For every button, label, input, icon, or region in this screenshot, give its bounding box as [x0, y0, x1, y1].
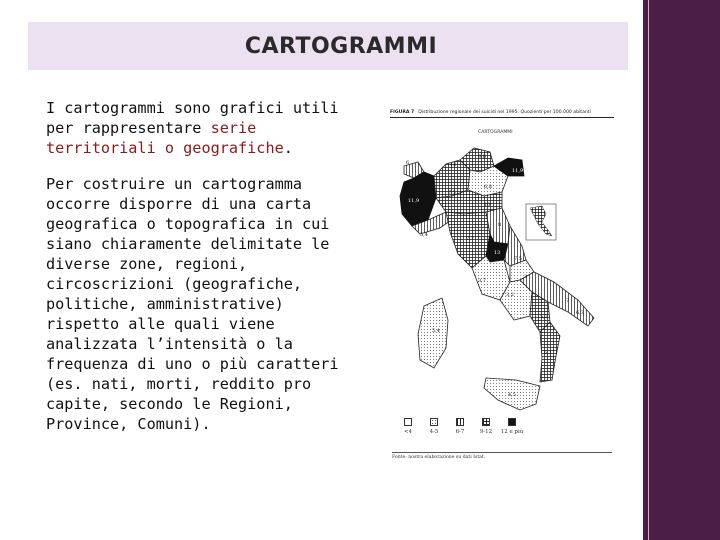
paragraph-construction: Per costruire un cartogramma occorre disporre di una carta geografica o topografica in cui siano chiaramente delimitate le diverse zone, regioni, circoscrizioni (geografiche, politiche, amministrative) rispetto alle quali viene analizzata l’intensità o la frequenza di uno o più caratteri (es. nati, morti, reddito pro capite, secondo le Regioni, Province, Comuni).: [46, 175, 339, 433]
svg-text:11,9: 11,9: [408, 198, 420, 204]
italy-map: [390, 142, 614, 414]
svg-text:3: 3: [524, 274, 528, 280]
svg-text:7: 7: [566, 298, 570, 304]
decorative-side-bar: [643, 0, 720, 540]
legend-item: [474, 418, 498, 435]
svg-text:11,9: 11,9: [512, 168, 524, 174]
svg-text:5,4: 5,4: [420, 232, 428, 238]
legend-label: 6-7: [455, 429, 465, 435]
decorative-side-line: [648, 0, 649, 540]
svg-text:7,5: 7,5: [514, 256, 522, 262]
inset-map: [526, 204, 556, 240]
paragraph-1-start: I cartogrammi sono grafici utili per rappresentare: [46, 99, 339, 137]
legend-swatch: [508, 418, 516, 426]
figure-label: CARTOGRAMMI: [478, 130, 513, 135]
svg-text:3,2: 3,2: [506, 292, 514, 298]
map-legend: [396, 418, 616, 448]
legend-swatch: [430, 418, 438, 426]
cartogram-figure: [390, 102, 614, 464]
legend-swatch: [482, 418, 490, 426]
svg-text:6,8: 6,8: [484, 184, 492, 190]
svg-text:6,3: 6,3: [576, 310, 584, 316]
svg-text:6,1: 6,1: [544, 350, 552, 356]
legend-label: <4: [403, 429, 413, 435]
legend-item: [448, 418, 472, 435]
figure-number: FIGURA 7: [390, 110, 415, 115]
legend-label: 12 e più: [500, 429, 524, 435]
svg-text:3,7: 3,7: [478, 278, 486, 284]
legend-item: [500, 418, 524, 435]
svg-text:7,5: 7,5: [448, 190, 456, 196]
svg-text:4,5: 4,5: [508, 392, 516, 398]
figure-header: [390, 110, 614, 118]
slide-body: [46, 98, 366, 450]
svg-text:5,2: 5,2: [540, 314, 548, 320]
figure-footer: Fonte: nostra elaborazione su dati Istat.: [392, 452, 612, 460]
title-bar: [28, 22, 628, 70]
svg-text:9,6: 9,6: [478, 154, 486, 160]
svg-text:13: 13: [494, 250, 501, 256]
legend-label: 9-12: [479, 429, 493, 435]
svg-text:7,7: 7,7: [466, 236, 474, 242]
paragraph-1-end: .: [283, 139, 293, 157]
legend-label: 4-5: [429, 429, 439, 435]
svg-text:10: 10: [484, 202, 491, 208]
legend-item: [422, 418, 446, 435]
svg-text:8: 8: [498, 222, 502, 228]
svg-text:6: 6: [406, 160, 410, 166]
figure-caption: Distribuzione regionale dei suicidi nel 1995. Quozienti per 100.000 abitanti: [418, 110, 591, 115]
legend-swatch: [404, 418, 412, 426]
paragraph-definition: [46, 98, 366, 158]
legend-item: [396, 418, 420, 435]
highlighted-phrase: serie territoriali o geografiche: [46, 119, 284, 157]
slide-title: CARTOGRAMMI: [244, 34, 438, 59]
svg-text:12: 12: [450, 162, 457, 168]
legend-swatch: [456, 418, 464, 426]
svg-text:5,4: 5,4: [432, 328, 440, 334]
